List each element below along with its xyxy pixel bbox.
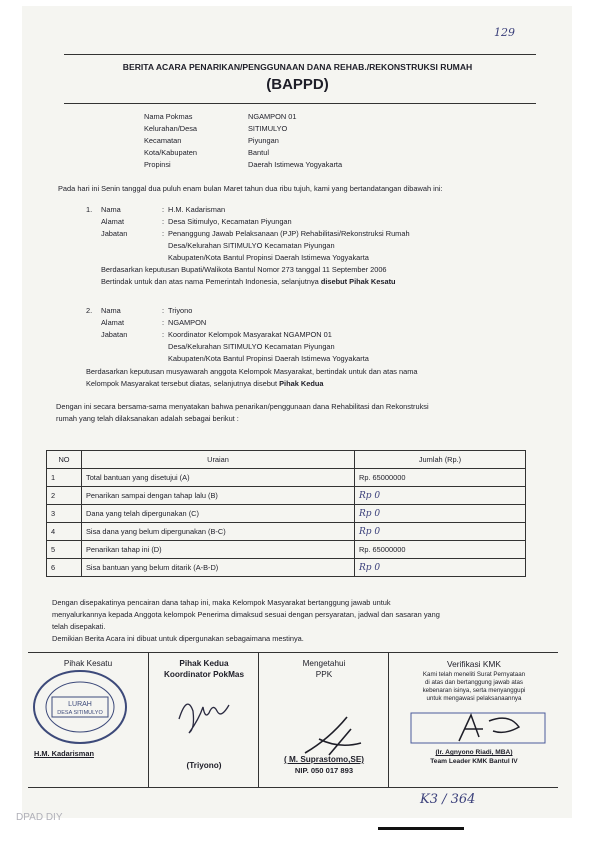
table-row: [47, 541, 526, 559]
table-row: [47, 469, 526, 487]
table-row: [47, 559, 526, 577]
cell-uraian: Sisa dana yang belum dipergunakan (B-C): [82, 523, 355, 541]
table-row: [47, 523, 526, 541]
cell-no: 3: [47, 505, 82, 523]
bottom-rule: [378, 827, 464, 830]
signature-block: [28, 652, 558, 788]
document-title: BERITA ACARA PENARIKAN/PENGGUNAAN DANA REHAB./REKONSTRUKSI RUMAH: [122, 62, 473, 72]
kmk-role: Team Leader KMK Bantul IV: [430, 758, 518, 765]
cell-no: 4: [47, 523, 82, 541]
info-label: Kecamatan: [144, 136, 182, 145]
cell-uraian: Penarikan tahap ini (D): [82, 541, 355, 559]
party-two-name: Triyono: [168, 306, 193, 315]
signature-col-ppk: Mengetahui PPK ( M. Suprastomo,SE) NIP. 050 017 893: [258, 653, 389, 787]
info-label: Propinsi: [144, 160, 171, 169]
cell-jumlah: Rp 0: [355, 523, 526, 541]
village-stamp: [30, 667, 130, 747]
table-row: [47, 487, 526, 505]
cell-jumlah: Rp 0: [355, 559, 526, 577]
ppk-name: ( M. Suprastomo,SE): [283, 755, 365, 764]
signature-col-pihak-kesatu: Pihak Kesatu LURAH DESA SITIMULYO H.M. Kadarisman: [28, 653, 148, 787]
cell-uraian: Penarikan sampai dengan tahap lalu (B): [82, 487, 355, 505]
svg-text:DESA SITIMULYO: DESA SITIMULYO: [57, 710, 103, 716]
cell-uraian: Sisa bantuan yang belum ditarik (A-B-D): [82, 559, 355, 577]
info-value: Bantul: [248, 148, 269, 157]
party-one-signature-name: H.M. Kadarisman: [34, 749, 94, 758]
triyono-signature: [169, 689, 239, 739]
document-acronym: (BAPPD): [266, 76, 329, 93]
info-label: Kelurahan/Desa: [144, 124, 198, 133]
cell-jumlah: Rp. 65000000: [355, 541, 526, 559]
cell-jumlah: Rp 0: [355, 487, 526, 505]
cell-uraian: Total bantuan yang disetujui (A): [82, 469, 355, 487]
statement-text: Dengan ini secara bersama-sama menyatakan bahwa penarikan/penggunaan dana Rehabilitasi dan Rekonstruksi: [56, 402, 429, 411]
info-value: SITIMULYO: [248, 124, 288, 133]
intro-text: Pada hari ini Senin tanggal dua puluh enam bulan Maret tahun dua ribu tujuh, kami yang bertandatangan dibawah ini:: [58, 184, 443, 193]
watermark: DPAD DIY: [16, 812, 63, 823]
svg-text:LURAH: LURAH: [68, 701, 92, 708]
party-two-signature-name: (Triyono): [186, 761, 222, 770]
archive-code: K3 / 364: [420, 792, 476, 807]
kmk-name: (Ir. Agnyono Riadi, MBA): [435, 749, 513, 756]
signature-col-pihak-kedua: Pihak Kedua Koordinator PokMas (Triyono): [148, 653, 259, 787]
table-row: [47, 505, 526, 523]
kmk-stamp-signature: [409, 707, 549, 747]
cell-uraian: Dana yang telah dipergunakan (C): [82, 505, 355, 523]
info-label: Nama Pokmas: [144, 112, 193, 121]
cell-no: 6: [47, 559, 82, 577]
cell-no: 5: [47, 541, 82, 559]
party-one-name: H.M. Kadarisman: [168, 205, 226, 214]
ppk-nip: NIP. 050 017 893: [294, 766, 354, 775]
ppk-signature: [299, 709, 369, 759]
page-number: 129: [494, 26, 515, 39]
table-header-row: NO Uraian Jumlah (Rp.): [47, 451, 526, 469]
closing-text: Dengan disepakatinya pencairan dana tahap ini, maka Kelompok Masyarakat bertanggung jawab untuk: [52, 598, 391, 607]
info-value: NGAMPON 01: [248, 112, 297, 121]
cell-jumlah: Rp 0: [355, 505, 526, 523]
info-value: Daerah Istimewa Yogyakarta: [248, 160, 343, 169]
funds-table: [46, 450, 526, 577]
cell-no: 2: [47, 487, 82, 505]
signature-col-kmk: Verifikasi KMK Kami telah meneliti Surat Pernyataan di atas dan bertanggung jawab atas kebenaran isinya, serta menyanggupi untuk mengawasi pelaksanaannya (Ir. Agnyono Riadi, MBA) Team Leader KMK Bantul IV: [388, 653, 559, 787]
cell-jumlah: Rp. 65000000: [355, 469, 526, 487]
info-value: Piyungan: [248, 136, 279, 145]
info-label: Kota/Kabupaten: [144, 148, 198, 157]
cell-no: 1: [47, 469, 82, 487]
